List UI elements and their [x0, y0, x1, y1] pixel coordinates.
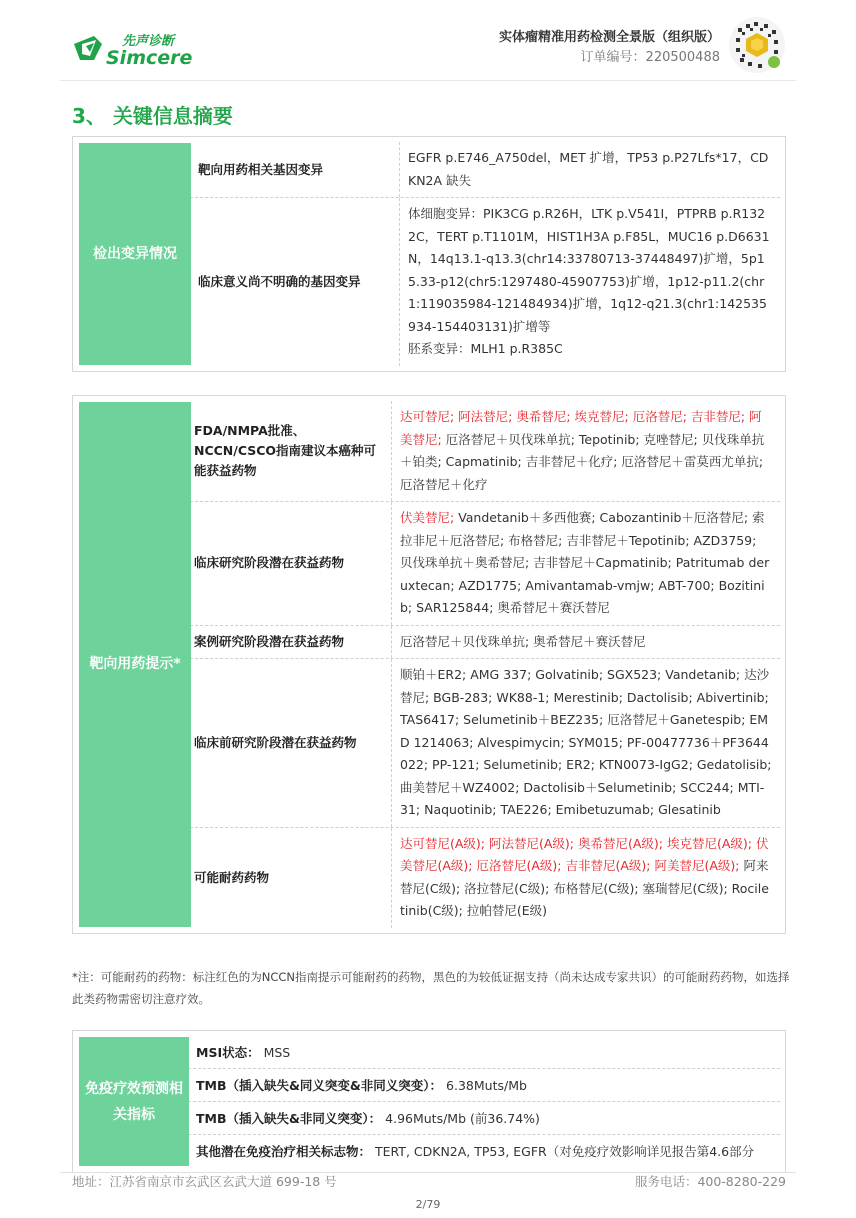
targeted-side-label: 靶向用药提示* [79, 402, 191, 927]
row-label: 临床研究阶段潜在获益药物 [190, 502, 392, 625]
table-row [188, 1135, 780, 1167]
other-drugs: 厄洛替尼＋贝伐珠单抗; 奥希替尼＋赛沃替尼 [400, 633, 646, 649]
table-row [190, 626, 780, 660]
nccn-drugs: 达可替尼(A级); 阿法替尼(A级); 奥希替尼(A级); 埃克替尼(A级); 伏美替尼(A级); 厄洛替尼(A级); 吉非替尼(A级); 阿美替尼(A级); [400, 835, 769, 873]
somatic-variants: 体细胞变异：PIK3CG p.R26H，LTK p.V541I，PTPRB p.R1322C，TERT p.T1101M，HIST1H3A p.F85L，MUC16 p.D6631N，14q13.1-q13.3(chr14:33780713-37448497)扩增，5p15.33-p12(chr5:1297480-45907753)扩增，1p12-p11.2(chr1:119035984-121484934)扩增，1q12-q21.3(chr1:142535934-154403131)扩增等 [408, 206, 770, 334]
other-drugs: Vandetanib＋多西他赛; Cabozantinib＋厄洛替尼; 索拉非尼＋厄洛替尼; 布格替尼; 吉非替尼＋Tepotinib; AZD3759; 贝伐珠单抗＋奥希替尼; 吉非替尼＋Capmatinib; Patritumab deruxtecan; AZD1775; Amivantamab-vmjw; ABT-700; Bozitinib; SAR125844; 奥希替尼＋赛沃替尼 [400, 510, 770, 615]
table-row [188, 1102, 780, 1135]
report-title: 实体瘤精准用药检测全景版（组织版） [498, 30, 720, 45]
germline-variants: 胚系变异：MLH1 p.R385C [408, 341, 563, 356]
table-row [188, 1036, 780, 1069]
indicator-value: MSS [263, 1044, 291, 1060]
logo-en-text: Simcere [106, 47, 193, 69]
table-row [190, 401, 780, 502]
footer-address: 地址：江苏省南京市玄武区玄武大道 699-18 号 [72, 1174, 337, 1189]
other-drugs: 阿来替尼(C级); 洛拉替尼(C级); 布格替尼(C级); 塞瑞替尼(C级); Rociletinib(C级); 拉帕替尼(E级) [400, 858, 769, 918]
qr-code-icon [728, 16, 786, 74]
indicator-value: TERT, CDKN2A, TP53, EGFR（对免疫疗效影响详见报告第4.6部分 [375, 1144, 755, 1159]
row-value [392, 828, 780, 928]
row-value [400, 198, 780, 366]
simcere-logo [72, 30, 222, 70]
page-number: 2/79 [415, 1198, 441, 1211]
row-label: 案例研究阶段潜在获益药物 [190, 626, 392, 659]
indicator-key: MSI状态： [196, 1045, 260, 1060]
row-label: FDA/NMPA批准、NCCN/CSCO指南建议本癌种可能获益药物 [190, 401, 392, 501]
targeted-therapy-table [72, 395, 786, 934]
indicator-value: 6.38Muts/Mb [446, 1077, 527, 1093]
immune-side-label: 免疫疗效预测相关指标 [79, 1037, 189, 1166]
variants-table [72, 136, 786, 372]
section-title: 3、 关键信息摘要 [72, 104, 233, 128]
other-drugs: 顺铂＋ER2; AMG 337; Golvatinib; SGX523; Vandetanib; 达沙替尼; BGB-283; WK88-1; Merestinib; Dactolisib; Abivertinib; TAS6417; Selumetinib＋BEZ235; 厄洛替尼＋Ganetespib; EMD 1214063; Alvespimycin; SYM015; PF-00477736＋PF3644022; PP-121; Selumetinib; ER2; KTN0073-IgG2; Gedatolisib; 曲美替尼＋WZ4002; Dactolisib＋Selumetinib; SCC244; MTI-31; Naquotinib; TAE226; Emibetuzumab; Glesatinib [400, 667, 772, 817]
row-label: 可能耐药药物 [190, 828, 392, 928]
indicator-key: TMB（插入缺失&非同义突变）： [196, 1111, 382, 1126]
table-row [188, 1069, 780, 1102]
variants-side-label: 检出变异情况 [79, 143, 191, 365]
table-row [190, 502, 780, 626]
table-row [190, 659, 780, 828]
indicator-key: 其他潜在免疫治疗相关标志物： [196, 1144, 372, 1159]
indicator-value: 4.96Muts/Mb (前36.74%) [385, 1111, 540, 1126]
order-label: 订单编号： [580, 50, 646, 65]
logo-cn-text: 先声诊断 [122, 34, 175, 49]
order-number: 220500488 [645, 50, 720, 65]
resistance-note: *注：可能耐药的药物：标注红色的为NCCN指南提示可能耐药的药物，黑色的为较低证据支持（尚未达成专家共识）的可能耐药药物，如选择此类药物需密切注意疗效。 [72, 970, 790, 1006]
table-row [190, 828, 780, 928]
nccn-drugs: 达可替尼; 阿法替尼; 奥希替尼; 埃克替尼; 厄洛替尼; 吉非替尼; 阿美替尼; [400, 409, 762, 447]
row-value [392, 626, 780, 659]
row-label: 靶向用药相关基因变异 [190, 142, 400, 197]
indicator-key: TMB（插入缺失&同义突变&非同义突变）： [196, 1078, 443, 1093]
row-value [392, 659, 780, 827]
header-divider [60, 80, 796, 81]
immune-indicators-table [72, 1030, 786, 1173]
other-drugs: 厄洛替尼＋贝伐珠单抗; Tepotinib; 克唑替尼; 贝伐珠单抗＋铂类; Capmatinib; 吉非替尼＋化疗; 厄洛替尼＋雷莫西尤单抗; 厄洛替尼＋化疗 [400, 431, 765, 492]
order-number-line [499, 48, 720, 68]
row-value [392, 502, 780, 625]
report-header-info [499, 28, 720, 68]
footer-phone: 服务电话：400-8280-229 [634, 1174, 786, 1189]
row-value: EGFR p.E746_A750del，MET 扩增，TP53 p.P27Lfs*17，CDKN2A 缺失 [408, 150, 769, 188]
row-value [392, 401, 780, 501]
row-label: 临床前研究阶段潜在获益药物 [190, 659, 392, 827]
row-label: 临床意义尚不明确的基因变异 [190, 198, 400, 366]
table-row [190, 142, 780, 198]
nccn-drugs: 伏美替尼; [400, 510, 455, 525]
table-row [190, 198, 780, 366]
